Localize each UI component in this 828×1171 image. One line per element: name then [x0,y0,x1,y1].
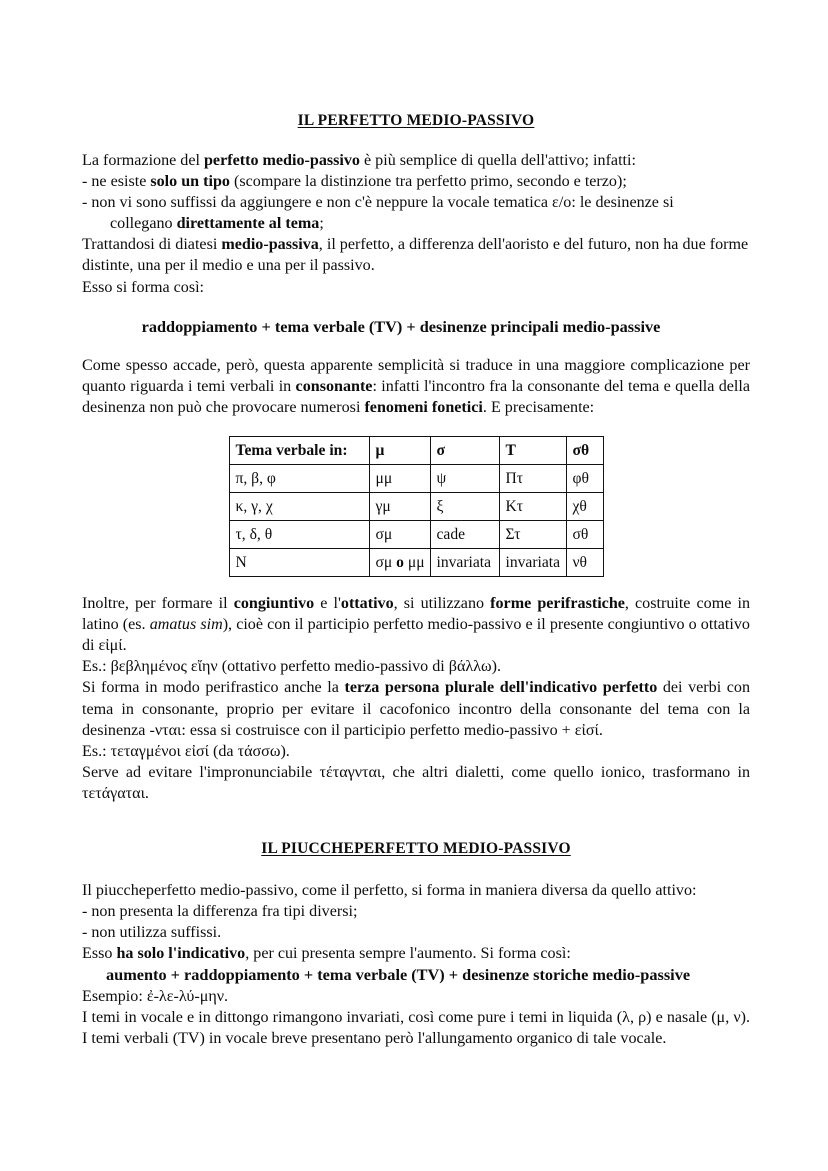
esempio-ottativo: Es.: βεβλημένος εἴην (ottativo perfetto medio-passivo di βάλλω). [82,658,501,676]
table-cell-sigmatheta: σθ [566,521,603,549]
esso-indicativo-line [82,943,750,964]
list-item-post: (scompare la distinzione tra perfetto primo, secondo e terzo); [229,173,627,191]
complicazione-paragraph [82,355,750,418]
list-item-pre: ne esiste [87,173,151,191]
table-header-row [229,437,603,465]
inoltre-italic-latin: amatus sim [149,616,223,634]
formula-perfetto: raddoppiamento + tema verbale (TV) + desinenze principali medio-passive [141,316,661,336]
table-cell-tema: τ, δ, θ [229,521,369,549]
mu-pre: σμ [375,553,397,571]
finale-paragraph: I temi in vocale e in dittongo rimangono invariati, così come pure i temi in liquida (λ, ρ) e nasale (μ, ν). I temi verbali (TV) in vocale breve presentano però l'allungamento organico di tale vocale. [82,1008,750,1047]
diatesi-bold: medio-passiva [221,236,319,254]
inoltre-p2: e l' [314,595,341,613]
intro-rest: è più semplice di quella dell'attivo; infatti: [359,152,636,169]
table-row [229,493,603,521]
esso-post: , per cui presenta sempre l'aumento. Si forma così: [245,945,571,963]
perifrastico-paragraph [82,677,750,740]
perifrastico-p1: Si forma in modo perifrastico anche la [82,679,345,697]
diatesi-paragraph [82,234,750,276]
esso-bold: ha solo l'indicativo [116,945,246,963]
table-cell-sigmatheta: χθ [566,493,603,521]
list-item-pre: non vi sono suffissi da aggiungere e non c'è neppure la vocale tematica ε/o: le desinenze si [87,194,674,212]
table-cell-sigma: invariata [430,549,499,577]
dash-marker: - [82,194,88,212]
table-header-cell: Tema verbale in: [229,437,369,465]
inoltre-p1: Inoltre, per formare il [82,595,234,613]
complicazione-p3: . E precisamente: [482,398,595,416]
table-cell-tau: invariata [499,549,566,577]
table-header-cell: σ [430,437,499,465]
formula-piuccheperfetto: aumento + raddoppiamento + tema verbale (TV) + desinenze storiche medio-passive [106,965,691,985]
table-header-cell: Τ [499,437,566,465]
list-item-bold: solo un tipo [150,173,230,191]
esempio-tassso: Es.: τεταγμένοι εἰσί (da τάσσω). [82,742,290,760]
table-header-cell: σθ [566,437,603,465]
cont-pre: collegano [110,215,177,233]
serve-paragraph: Serve ad evitare l'impronunciabile τέταγνται, che altri dialetti, come quello ionico, trasformano in τετάγαται. [82,763,750,802]
table-cell-mu: σμ [369,521,430,549]
fenomeni-fonetici-table [229,436,604,577]
table-cell-tema: κ, γ, χ [229,493,369,521]
table-cell-sigma: cade [430,521,499,549]
complicazione-p2: : infatti l'incontro fra la consonante del tema e quella della desinenza non può che provocare numerosi [82,377,750,416]
list-item: - non presenta la differenza fra tipi diversi; [82,903,358,921]
intro-paragraph [82,150,750,171]
complicazione-p1: Come spesso accade, però, questa apparente semplicità si traduce in una maggiore complicazione per quanto riguarda i temi verbali in [82,356,750,395]
esso-pre: Esso [82,945,117,963]
table-cell-mu [369,549,430,577]
dash-marker: - [82,173,88,191]
mu-bold-o: o [396,553,404,571]
table-cell-tau: Κτ [499,493,566,521]
table-cell-tema: π, β, φ [229,465,369,493]
complicazione-b1: consonante [295,377,373,395]
table-row [229,465,603,493]
table-cell-sigmatheta: φθ [566,465,603,493]
table-cell-tau: Πτ [499,465,566,493]
mu-post: μμ [403,553,425,571]
cont-post: ; [319,215,324,233]
inoltre-b3: forme perifrastiche [490,595,625,613]
inoltre-b2: ottativo [340,595,394,613]
inoltre-p5: ), cioè con il participio perfetto medio-passivo e il presente congiuntivo o ottativo di εἰμί. [82,616,750,655]
inoltre-b1: congiuntivo [233,595,315,613]
table-cell-mu: μμ [369,465,430,493]
page-title-piuccheperfetto: IL PIUCCHEPERFETTO MEDIO-PASSIVO [261,839,571,857]
esempio-piuccheperfetto: Esempio: ἐ-λε-λύ-μην. [82,987,229,1005]
inoltre-p3: , si utilizzano [393,595,491,613]
table-header-cell: μ [369,437,430,465]
inoltre-paragraph [82,593,750,656]
intro-lead: La formazione del [82,152,204,169]
table-cell-sigma: ξ [430,493,499,521]
table-cell-sigmatheta: νθ [566,549,603,577]
page-title-perfetto: IL PERFETTO MEDIO-PASSIVO [297,112,535,129]
intro-bold: perfetto medio-passivo [203,152,360,169]
perifrastico-p2: dei verbi con tema in consonante, proprio per evitare il cacofonico incontro della consonante del tema con la desinenza -νται: essa si costruisce con il participio perfetto medio-passivo + εἰσί. [82,679,750,739]
list-item [82,171,750,192]
diatesi-post: , il perfetto, a differenza dell'aoristo e del futuro, non ha due forme distinte, una per il medio e una per il passivo. [82,236,749,275]
perifrastico-b1: terza persona plurale dell'indicativo perfetto [344,679,658,697]
complicazione-b2: fenomeni fonetici [364,398,483,416]
table-row [229,549,603,577]
forma-cosi-line: Esso si forma così: [82,278,205,296]
table-row [229,521,603,549]
table-cell-sigma: ψ [430,465,499,493]
inoltre-p4: , costruite come in latino (es. [82,595,750,634]
table-cell-mu: γμ [369,493,430,521]
diatesi-pre: Trattandosi di diatesi [82,236,222,254]
list-item [82,192,750,234]
list-item: - non utilizza suffissi. [82,924,222,942]
piuccheperfetto-intro: Il piuccheperfetto medio-passivo, come il perfetto, si forma in maniera diversa da quello attivo: [82,881,697,899]
table-cell-tema: N [229,549,369,577]
table-cell-tau: Στ [499,521,566,549]
cont-bold: direttamente al tema [176,215,320,233]
list-item-continuation [100,213,750,234]
